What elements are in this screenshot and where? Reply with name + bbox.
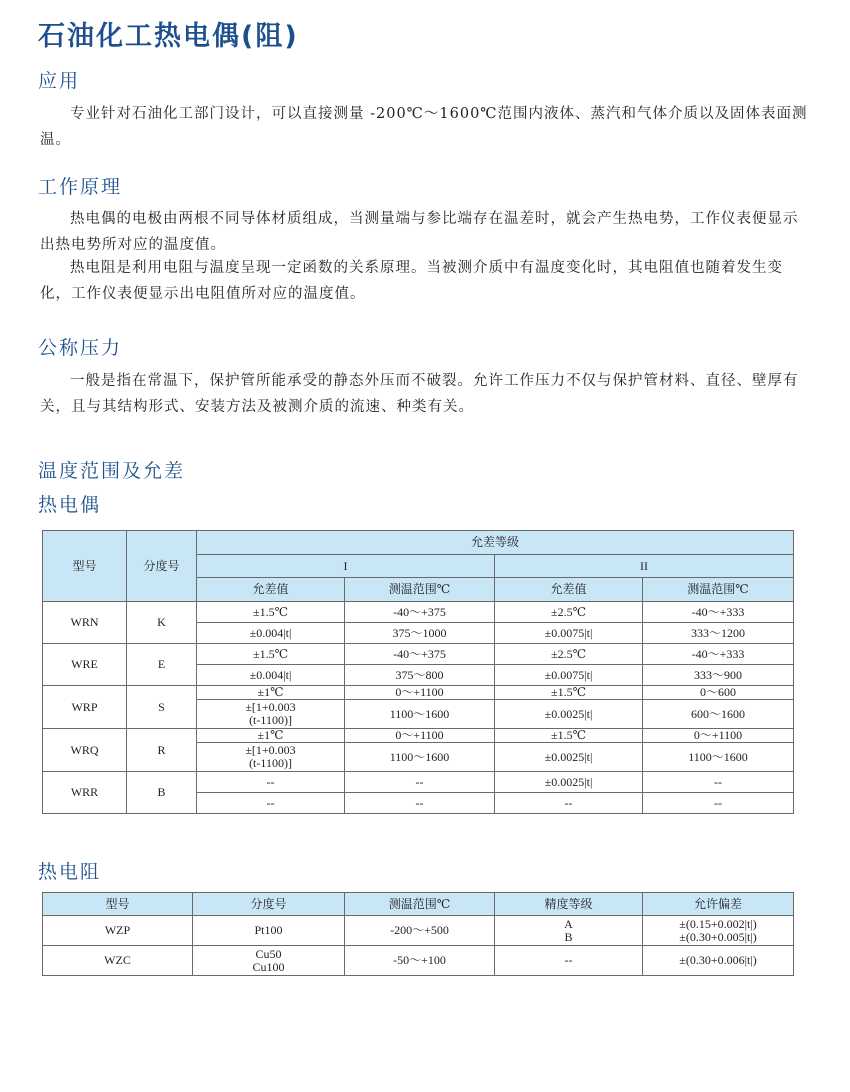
rtd-accuracy-cell <box>495 946 643 976</box>
rtd-deviation-cell <box>643 946 794 976</box>
rtd-table-body <box>43 893 794 976</box>
rtd-range-cell: -200～+500 <box>345 916 495 946</box>
table-header-row <box>43 531 794 555</box>
tolerance-1-cell-line: ±0.004|t| <box>249 625 292 640</box>
rtd-grade-cell-line: Cu50 <box>255 946 282 961</box>
tolerance-1-cell-line: (t-1100)] <box>249 713 292 727</box>
tolerance-2-cell: ±0.0075|t| <box>495 623 643 644</box>
tolerance-1-cell <box>197 602 345 623</box>
model-cell: WRN <box>43 602 127 644</box>
section-heading-pressure: 公称压力 <box>38 337 123 359</box>
application-text: 专业针对石油化工部门设计，可以直接测量 -200℃～1600℃范围内液体、蒸汽和气体介质以及固体表面测温。 <box>40 106 808 148</box>
header-tolerance-1: 允差值 <box>197 578 345 602</box>
rtd-grade-cell <box>193 946 345 976</box>
tolerance-2-cell: ±0.0075|t| <box>495 665 643 686</box>
rtd-accuracy-cell-line: -- <box>564 953 573 967</box>
range-2-cell: 333～900 <box>643 665 794 686</box>
principle-paragraph-1: 热电偶的电极由两根不同导体材质组成，当测量端与参比端存在温差时，就会产生热电势，工作仪表便显示出热电势所对应的温度值。 <box>40 211 799 253</box>
tolerance-1-cell <box>197 686 345 700</box>
rtd-deviation-cell-line: ±(0.15+0.002|t|) <box>679 916 757 931</box>
tolerance-1-cell-line: -- <box>266 774 275 789</box>
grade-cell: B <box>127 772 197 814</box>
table-row <box>43 916 794 946</box>
rtd-model-cell: WZP <box>43 916 193 946</box>
rtd-header-model: 型号 <box>43 893 193 916</box>
model-cell: WRP <box>43 686 127 729</box>
tolerance-1-cell <box>197 729 345 743</box>
pressure-text: 一般是指在常温下，保护管所能承受的静态外压而不破裂。允许工作压力不仅与保护管材料、直径、壁厚有关，且与其结构形式、安装方法及被测介质的流速、种类有关。 <box>40 373 799 415</box>
rtd-header-range: 测温范围℃ <box>345 893 495 916</box>
range-2-cell: -40～+333 <box>643 602 794 623</box>
tolerance-2-cell: -- <box>495 793 643 814</box>
grade-cell: K <box>127 602 197 644</box>
range-2-cell: -- <box>643 793 794 814</box>
rtd-accuracy-cell-line: B <box>564 929 573 944</box>
tolerance-2-cell: ±2.5℃ <box>495 644 643 665</box>
range-1-cell: -- <box>345 793 495 814</box>
thermocouple-table <box>42 530 794 814</box>
table-row <box>43 602 794 623</box>
rtd-grade-cell <box>193 916 345 946</box>
rtd-model-cell: WZC <box>43 946 193 976</box>
tolerance-2-cell: ±2.5℃ <box>495 602 643 623</box>
header-class-2: II <box>495 555 794 578</box>
range-1-cell: -- <box>345 772 495 793</box>
table-row <box>43 772 794 793</box>
thermocouple-table-body <box>43 531 794 814</box>
rtd-range-cell: -50～+100 <box>345 946 495 976</box>
rtd-accuracy-cell-line: A <box>564 916 573 931</box>
tolerance-1-cell-line: ±1.5℃ <box>252 646 288 661</box>
page-title: 石油化工热电偶(阻) <box>38 21 299 52</box>
tolerance-1-cell-line: ±1.5℃ <box>252 604 288 619</box>
rtd-table <box>42 892 794 976</box>
tolerance-1-cell-line: ±[1+0.003 <box>245 743 296 757</box>
grade-cell: S <box>127 686 197 729</box>
range-1-cell: 0～+1100 <box>345 729 495 743</box>
range-1-cell: -40～+375 <box>345 644 495 665</box>
model-cell: WRR <box>43 772 127 814</box>
tolerance-1-cell <box>197 772 345 793</box>
header-tolerance-class: 允差等级 <box>197 531 794 555</box>
rtd-deviation-cell-line: ±(0.30+0.005|t|) <box>679 929 757 944</box>
section-heading-rtd: 热电阻 <box>38 861 102 883</box>
tolerance-2-cell: ±0.0025|t| <box>495 743 643 772</box>
tolerance-1-cell <box>197 743 345 772</box>
grade-cell: R <box>127 729 197 772</box>
range-1-cell: 1100～1600 <box>345 700 495 729</box>
range-1-cell: 1100～1600 <box>345 743 495 772</box>
table-header-row <box>43 893 794 916</box>
model-cell: WRQ <box>43 729 127 772</box>
table-row <box>43 644 794 665</box>
tolerance-2-cell: ±1.5℃ <box>495 686 643 700</box>
tolerance-1-cell <box>197 700 345 729</box>
rtd-accuracy-cell <box>495 916 643 946</box>
header-class-1: I <box>197 555 495 578</box>
range-1-cell: 0～+1100 <box>345 686 495 700</box>
range-2-cell: 1100～1600 <box>643 743 794 772</box>
range-2-cell: -40～+333 <box>643 644 794 665</box>
rtd-header-grade: 分度号 <box>193 893 345 916</box>
tolerance-1-cell-line: (t-1100)] <box>249 756 292 770</box>
range-2-cell: 600～1600 <box>643 700 794 729</box>
range-2-cell: 333～1200 <box>643 623 794 644</box>
header-model: 型号 <box>43 531 127 602</box>
rtd-header-accuracy: 精度等级 <box>495 893 643 916</box>
tolerance-1-cell-line: ±1℃ <box>257 685 284 699</box>
range-2-cell: 0～+1100 <box>643 729 794 743</box>
table-row <box>43 686 794 700</box>
principle-paragraph-2: 热电阻是利用电阻与温度呈现一定函数的关系原理。当被测介质中有温度变化时，其电阻值也随着发生变化，工作仪表便显示出电阻值所对应的温度值。 <box>40 260 783 302</box>
header-grade: 分度号 <box>127 531 197 602</box>
table-row <box>43 729 794 743</box>
tolerance-2-cell: ±0.0025|t| <box>495 772 643 793</box>
section-heading-thermocouple: 热电偶 <box>38 494 102 516</box>
grade-cell: E <box>127 644 197 686</box>
tolerance-1-cell <box>197 793 345 814</box>
header-tolerance-2: 允差值 <box>495 578 643 602</box>
tolerance-1-cell <box>197 623 345 644</box>
section-heading-principle: 工作原理 <box>38 176 123 198</box>
range-1-cell: -40～+375 <box>345 602 495 623</box>
header-range-1: 测温范围℃ <box>345 578 495 602</box>
range-1-cell: 375～1000 <box>345 623 495 644</box>
rtd-grade-cell-line: Cu100 <box>252 959 285 974</box>
tolerance-2-cell: ±0.0025|t| <box>495 700 643 729</box>
table-row <box>43 946 794 976</box>
tolerance-1-cell <box>197 665 345 686</box>
tolerance-1-cell-line: ±[1+0.003 <box>245 700 296 714</box>
rtd-grade-cell-line: Pt100 <box>254 923 283 937</box>
tolerance-1-cell <box>197 644 345 665</box>
rtd-header-deviation: 允许偏差 <box>643 893 794 916</box>
tolerance-1-cell-line: ±0.004|t| <box>249 667 292 682</box>
header-range-2: 测温范围℃ <box>643 578 794 602</box>
section-heading-temp-range: 温度范围及允差 <box>38 460 186 482</box>
section-heading-application: 应用 <box>38 70 81 92</box>
range-1-cell: 375～800 <box>345 665 495 686</box>
rtd-deviation-cell-line: ±(0.30+0.006|t|) <box>679 953 757 967</box>
model-cell: WRE <box>43 644 127 686</box>
range-2-cell: -- <box>643 772 794 793</box>
tolerance-1-cell-line: -- <box>266 795 275 810</box>
rtd-deviation-cell <box>643 916 794 946</box>
tolerance-1-cell-line: ±1℃ <box>257 728 284 742</box>
range-2-cell: 0～600 <box>643 686 794 700</box>
tolerance-2-cell: ±1.5℃ <box>495 729 643 743</box>
